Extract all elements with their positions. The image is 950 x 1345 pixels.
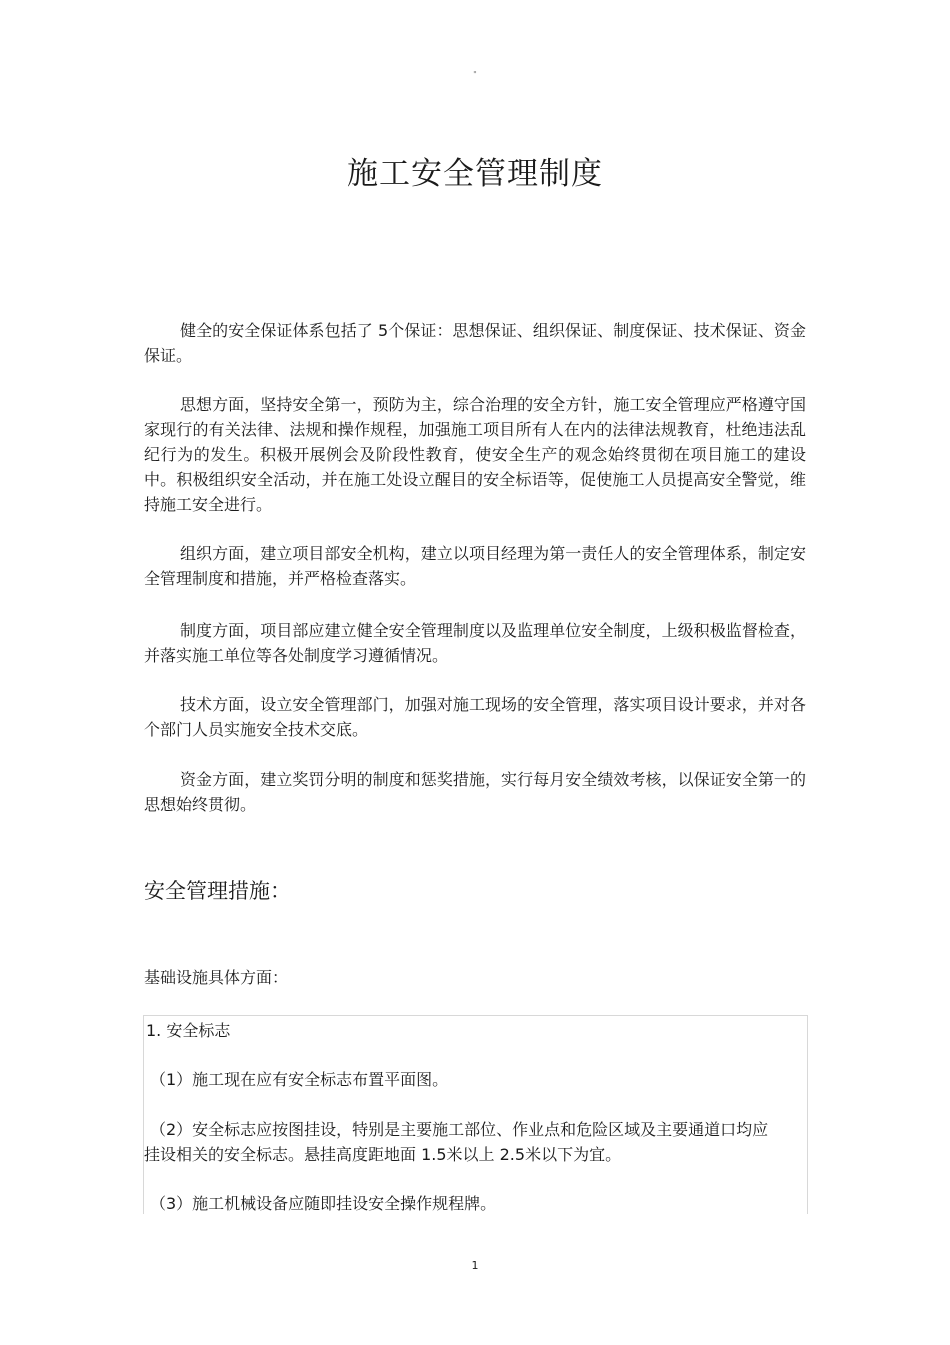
paragraph-3-block: [144, 541, 806, 591]
header-mark: ": [473, 70, 477, 79]
page-number: 1: [471, 1259, 479, 1272]
paragraph-6-block: [144, 767, 806, 817]
box-heading: 1. 安全标志: [146, 1021, 231, 1040]
paragraph: 资金方面，建立奖罚分明的制度和惩奖措施，实行每月安全绩效考核，以保证安全第一的思想始终贯彻。: [144, 770, 806, 814]
paragraph: 制度方面，项目部应建立健全安全管理制度以及监理单位安全制度，上级积极监督检查，并落实施工单位等各处制度学习遵循情况。: [144, 621, 806, 665]
section-heading: 安全管理措施：: [144, 879, 291, 903]
sub-heading: 基础设施具体方面：: [144, 968, 289, 987]
paragraph: 组织方面，建立项目部安全机构，建立以项目经理为第一责任人的安全管理体系，制定安全管理制度和措施，并严格检查落实。: [144, 544, 806, 588]
paragraph-4-block: [144, 618, 806, 668]
paragraph-1-block: [144, 318, 806, 368]
paragraph: 健全的安全保证体系包括了 5个保证：思想保证、组织保证、制度保证、技术保证、资金保证。: [144, 321, 806, 365]
document-title: 施工安全管理制度: [347, 156, 603, 192]
paragraph: 技术方面，设立安全管理部门，加强对施工现场的安全管理，落实项目设计要求，并对各个部门人员实施安全技术交底。: [144, 695, 806, 739]
safety-sign-box: [143, 1015, 808, 1214]
box-item: （2）安全标志应按图挂设，特别是主要施工部位、作业点和危险区域及主要通道口均应挂设相关的安全标志。悬挂高度距地面 1.5米以上 2.5米以下为宜。: [144, 1120, 769, 1164]
paragraph-2-block: [144, 392, 806, 517]
box-item: （3）施工机械设备应随即挂设安全操作规程牌。: [150, 1194, 497, 1213]
paragraph-5-block: [144, 692, 806, 742]
box-item: （1）施工现在应有安全标志布置平面图。: [150, 1070, 449, 1089]
paragraph: 思想方面，坚持安全第一，预防为主，综合治理的安全方针，施工安全管理应严格遵守国家现行的有关法律、法规和操作规程，加强施工项目所有人在内的法律法规教育，杜绝违法乱纪行为的发生。积极开展例会及阶段性教育，使安全生产的观念始终贯彻在项目施工的建设中。积极组织安全活动，并在施工处设立醒目的安全标语等，促使施工人员提高安全警觉，维持施工安全进行。: [144, 395, 806, 514]
